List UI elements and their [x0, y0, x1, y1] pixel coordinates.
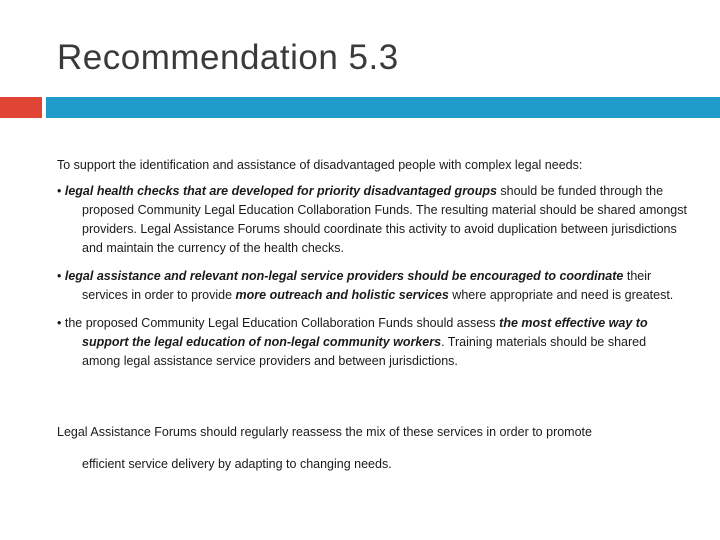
- closing-paragraph-line-1: Legal Assistance Forums should regularly reassess the mix of these services in order to promote: [57, 425, 592, 439]
- bullet-emphasis-text: legal health checks that are developed for priority disadvantaged groups: [64, 184, 497, 198]
- intro-paragraph: To support the identification and assistance of disadvantaged people with complex legal needs:: [57, 158, 583, 172]
- slide-title: Recommendation 5.3: [57, 38, 399, 77]
- bullet-item: [57, 267, 687, 305]
- bullet-text: should be funded through the proposed Community Legal Education Collaboration Funds. The resulting material should be shared amongst providers. Legal Assistance Forums should coordinate this activity to avoid duplication between jurisdictions and maintain the currency of the health checks.: [82, 184, 687, 255]
- bullet-emphasis-text: more outreach and holistic services: [235, 288, 449, 302]
- closing-paragraph-line-2: efficient service delivery by adapting to changing needs.: [82, 457, 392, 471]
- bullet-text: their services in order to provide: [82, 269, 652, 302]
- title-accent-bar-red: [0, 97, 42, 118]
- title-accent-bar-blue: [46, 97, 720, 118]
- bullet-emphasis-text: the most effective way to support the legal education of non-legal community workers: [82, 316, 648, 349]
- recommendation-bullet-list: [57, 182, 687, 380]
- bullet-text: . Training materials should be shared among legal assistance service providers and between jurisdictions.: [82, 335, 647, 368]
- bullet-item: [57, 314, 687, 371]
- bullet-text: where appropriate and need is greatest.: [448, 288, 674, 302]
- bullet-item: [57, 182, 687, 258]
- bullet-emphasis-text: legal assistance and relevant non-legal service providers should be encouraged to coordinate: [64, 269, 624, 283]
- bullet-text: the proposed Community Legal Education Collaboration Funds should assess: [64, 316, 500, 330]
- bullet-marker: •: [57, 269, 65, 283]
- bullet-marker: •: [57, 184, 65, 198]
- bullet-marker: •: [57, 316, 65, 330]
